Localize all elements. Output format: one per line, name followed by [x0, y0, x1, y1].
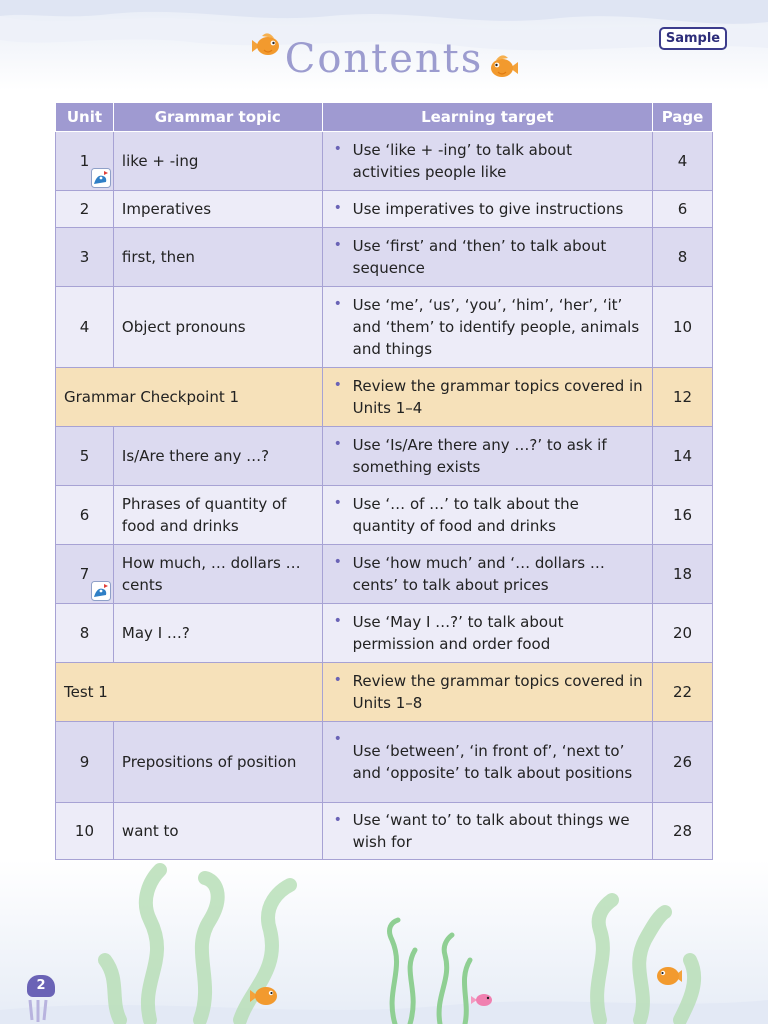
unit-cell: 6: [56, 486, 114, 545]
learning-target-text: Use ‘between’, ‘in front of’, ‘next to’ and ‘opposite’ to talk about positions: [352, 742, 633, 782]
contents-table: [55, 102, 713, 860]
table-row: [56, 803, 713, 860]
bullet-icon: •: [333, 237, 342, 253]
learning-target-cell: [322, 132, 652, 191]
learning-target-cell: [322, 191, 652, 228]
column-header-learning-target: Learning target: [322, 103, 652, 132]
unit-number: 7: [79, 565, 90, 583]
learning-target-cell: [322, 427, 652, 486]
jellyfish-icon: [30, 1000, 46, 1022]
bullet-icon: •: [333, 672, 342, 688]
unit-cell: [56, 545, 114, 604]
bullet-icon: •: [333, 141, 342, 157]
learning-target-text: Use ‘like + -ing’ to talk about activities people like: [352, 141, 572, 181]
page-number-cell: 22: [653, 663, 713, 722]
unit-cell: 4: [56, 287, 114, 368]
bullet-icon: •: [333, 495, 342, 511]
grammar-topic-cell: Phrases of quantity of food and drinks: [113, 486, 322, 545]
grammar-topic-cell: Object pronouns: [113, 287, 322, 368]
review-title-cell: Test 1: [56, 663, 323, 722]
table-row: [56, 132, 713, 191]
table-row: [56, 486, 713, 545]
grammar-topic-cell: May I …?: [113, 604, 322, 663]
page-number-cell: 6: [653, 191, 713, 228]
bullet-icon: •: [333, 613, 342, 629]
page-number-cell: 28: [653, 803, 713, 860]
learning-target-text: Use ‘… of …’ to talk about the quantity of food and drinks: [352, 495, 579, 535]
goldfish-icon: [657, 967, 682, 985]
learning-target-text: Review the grammar topics covered in Units 1–4: [352, 377, 643, 417]
grammar-topic-cell: Is/Are there any …?: [113, 427, 322, 486]
table-row: [56, 722, 713, 803]
bullet-icon: •: [333, 554, 342, 570]
page-number-badge: 2: [27, 975, 55, 997]
learning-target-text: Use ‘Is/Are there any …?’ to ask if something exists: [352, 436, 607, 476]
video-icon[interactable]: [91, 581, 111, 601]
page-number-cell: 16: [653, 486, 713, 545]
bullet-icon: •: [333, 200, 342, 216]
table-row: [56, 228, 713, 287]
page-number-cell: 4: [653, 132, 713, 191]
learning-target-text: Use ‘want to’ to talk about things we wish for: [352, 811, 630, 851]
page-number-cell: 10: [653, 287, 713, 368]
learning-target-cell: [322, 545, 652, 604]
unit-cell: 5: [56, 427, 114, 486]
column-header-grammar-topic: Grammar topic: [113, 103, 322, 132]
learning-target-text: Use ‘me’, ‘us’, ‘you’, ‘him’, ‘her’, ‘it’ and ‘them’ to identify people, animals and things: [352, 296, 640, 358]
bullet-icon: •: [333, 436, 342, 452]
table-row: [56, 287, 713, 368]
learning-target-cell: [322, 803, 652, 860]
learning-target-cell: [322, 663, 652, 722]
unit-number: 1: [79, 152, 90, 170]
table-row: [56, 191, 713, 228]
table-row: [56, 604, 713, 663]
learning-target-text: Use ‘May I …?’ to talk about permission and order food: [352, 613, 564, 653]
learning-target-text: Use ‘how much’ and ‘… dollars … cents’ to talk about prices: [352, 554, 605, 594]
grammar-topic-cell: How much, … dollars … cents: [113, 545, 322, 604]
learning-target-cell: [322, 368, 652, 427]
learning-target-cell: [322, 486, 652, 545]
unit-cell: 8: [56, 604, 114, 663]
review-row: [56, 368, 713, 427]
grammar-topic-cell: first, then: [113, 228, 322, 287]
page-number-cell: 8: [653, 228, 713, 287]
sample-badge: Sample: [659, 27, 727, 50]
unit-cell: [56, 132, 114, 191]
unit-cell: 10: [56, 803, 114, 860]
page-number-cell: 18: [653, 545, 713, 604]
table-row: [56, 545, 713, 604]
bullet-icon: •: [333, 296, 342, 312]
page-number-cell: 12: [653, 368, 713, 427]
unit-cell: 9: [56, 722, 114, 803]
column-header-unit: Unit: [56, 103, 114, 132]
learning-target-text: Review the grammar topics covered in Units 1–8: [352, 672, 643, 712]
page-number-cell: 20: [653, 604, 713, 663]
grammar-topic-cell: like + -ing: [113, 132, 322, 191]
learning-target-cell: [322, 722, 652, 803]
learning-target-cell: [322, 228, 652, 287]
page-number-cell: 26: [653, 722, 713, 803]
bullet-icon: •: [333, 377, 342, 393]
unit-cell: 3: [56, 228, 114, 287]
column-header-page: Page: [653, 103, 713, 132]
grammar-topic-cell: Prepositions of position: [113, 722, 322, 803]
bullet-icon: •: [333, 731, 342, 747]
learning-target-cell: [322, 604, 652, 663]
grammar-topic-cell: want to: [113, 803, 322, 860]
grammar-topic-cell: Imperatives: [113, 191, 322, 228]
learning-target-cell: [322, 287, 652, 368]
seaweed-decoration: [0, 860, 768, 1024]
page-title: Contents: [284, 36, 484, 82]
learning-target-text: Use ‘first’ and ‘then’ to talk about sequence: [352, 237, 607, 277]
video-icon[interactable]: [91, 168, 111, 188]
table-header-row: [56, 103, 713, 132]
table-row: [56, 427, 713, 486]
unit-cell: 2: [56, 191, 114, 228]
learning-target-text: Use imperatives to give instructions: [352, 200, 624, 218]
page-number-cell: 14: [653, 427, 713, 486]
review-title-cell: Grammar Checkpoint 1: [56, 368, 323, 427]
bullet-icon: •: [333, 812, 342, 828]
review-row: [56, 663, 713, 722]
